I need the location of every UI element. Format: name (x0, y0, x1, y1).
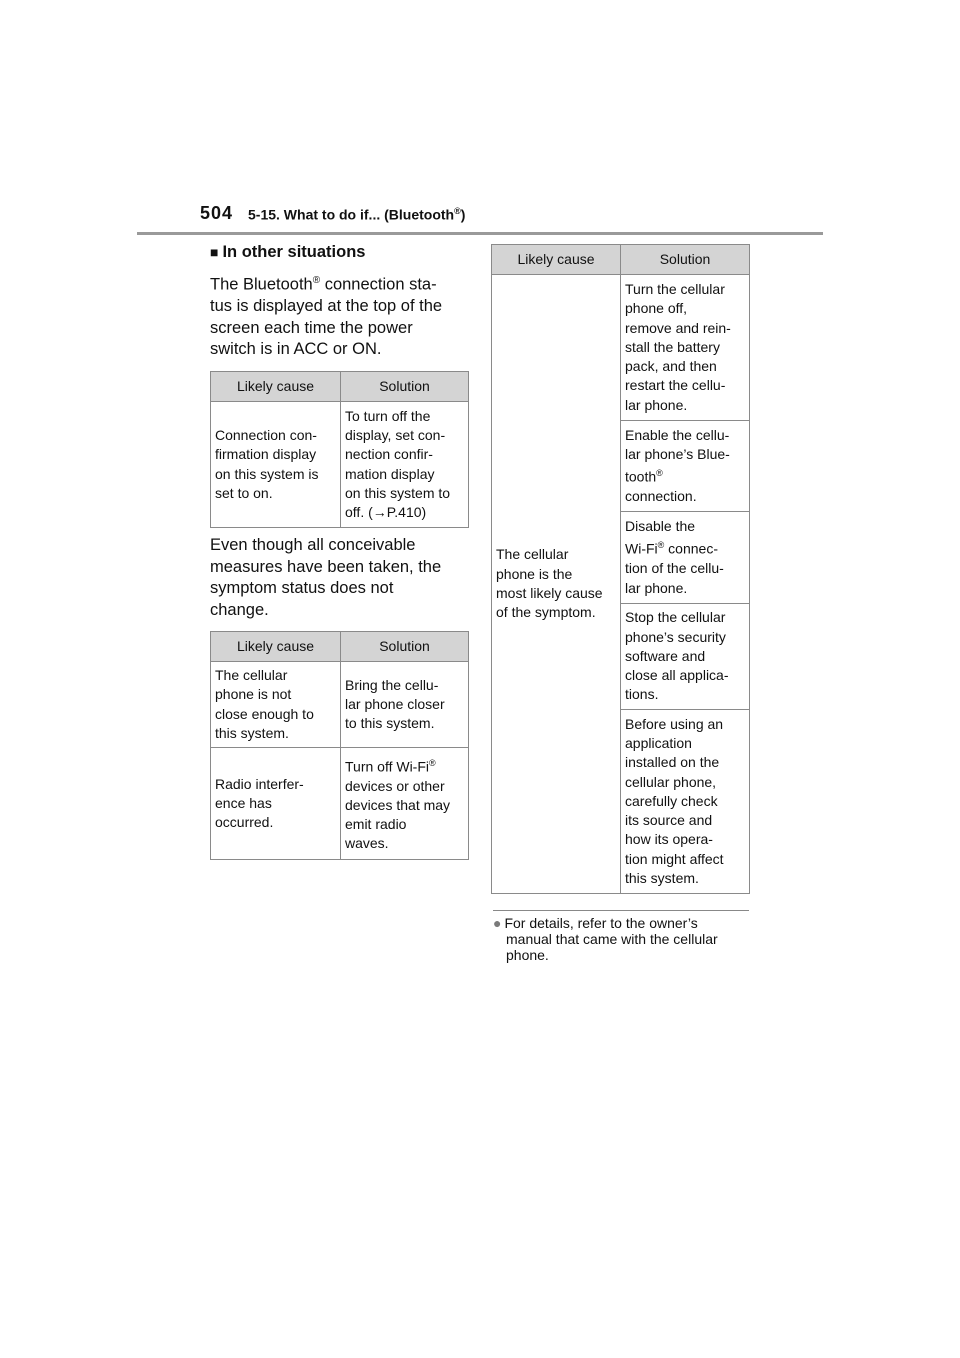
section-title-close: ) (460, 206, 466, 223)
table-row (211, 662, 469, 748)
symptom-paragraph: Even though all conceivable measures have been taken, the symptom status does not change. (210, 536, 442, 619)
solution-cell: Turn the cellular phone off, remove and rein- stall the battery pack, and then restart the cellu- lar phone. (621, 275, 750, 421)
registered-mark: ® (312, 275, 321, 286)
cause-cell: Radio interfer- ence has occurred. (211, 748, 341, 860)
intro-text: The Bluetooth (210, 275, 313, 294)
page-reference: off. (→P.410) (345, 504, 427, 521)
solution-cell: Stop the cellular phone’s security software and close all applica- tions. (621, 604, 750, 710)
registered-mark: ® (454, 206, 461, 216)
footnote-divider (493, 910, 749, 911)
registered-mark: ® (656, 468, 663, 479)
section-title-text: 5-15. What to do if... (Bluetooth (248, 206, 455, 223)
square-bullet-icon: ■ (210, 244, 219, 260)
intro-line: tus is displayed at the top of the (210, 297, 443, 315)
table-other-situations (210, 371, 469, 528)
header-solution: Solution (621, 245, 750, 275)
header-likely-cause: Likely cause (492, 245, 621, 275)
table-row (492, 275, 750, 421)
table-symptom-status (210, 631, 469, 860)
header-solution: Solution (341, 632, 469, 662)
footnote: ● For details, refer to the owner’s manual that came with the cellular phone. (493, 915, 718, 963)
page-number: 504 (200, 203, 234, 223)
solution-cell: Before using an application installed on the cellular phone, carefully check its source and how its opera- tion might affect this system. (621, 710, 750, 894)
subheading-text: In other situations (222, 243, 366, 261)
table-header-row (211, 632, 469, 662)
intro-line: switch is in ACC or ON. (210, 340, 382, 358)
table-cellular-phone (491, 244, 750, 894)
header-likely-cause: Likely cause (211, 372, 341, 402)
intro-text: connection sta- (320, 275, 437, 294)
table-row (211, 402, 469, 528)
cause-cell: Connection con- firmation display on this system is set to on. (211, 402, 341, 528)
registered-mark: ® (429, 757, 436, 768)
solution-cell: Disable the Wi-Fi® connec- tion of the cellu- lar phone. (621, 512, 750, 604)
intro-paragraph (210, 270, 472, 361)
section-title (248, 206, 465, 223)
table-header-row (492, 245, 750, 275)
solution-cell: Enable the cellu- lar phone’s Blue- tooth® connection. (621, 421, 750, 512)
header-rule (137, 232, 823, 235)
solution-cell: Turn off Wi-Fi® devices or other devices that may emit radio waves. (341, 748, 469, 860)
cause-cell: The cellular phone is not close enough to this system. (211, 662, 341, 748)
solution-cell: Bring the cellu- lar phone closer to this system. (341, 662, 469, 748)
bullet-icon: ● (493, 915, 502, 931)
intro-line (210, 270, 472, 296)
registered-mark: ® (657, 540, 665, 551)
subheading (210, 243, 365, 262)
intro-line: screen each time the power (210, 318, 413, 337)
header-solution: Solution (341, 372, 469, 402)
solution-cell: To turn off the display, set con- nection confir- mation display on this system to off. (→P.410) (341, 402, 469, 528)
table-row (211, 748, 469, 860)
header-likely-cause: Likely cause (211, 632, 341, 662)
cause-cell: The cellular phone is the most likely cause of the symptom. (492, 275, 621, 894)
table-header-row (211, 372, 469, 402)
